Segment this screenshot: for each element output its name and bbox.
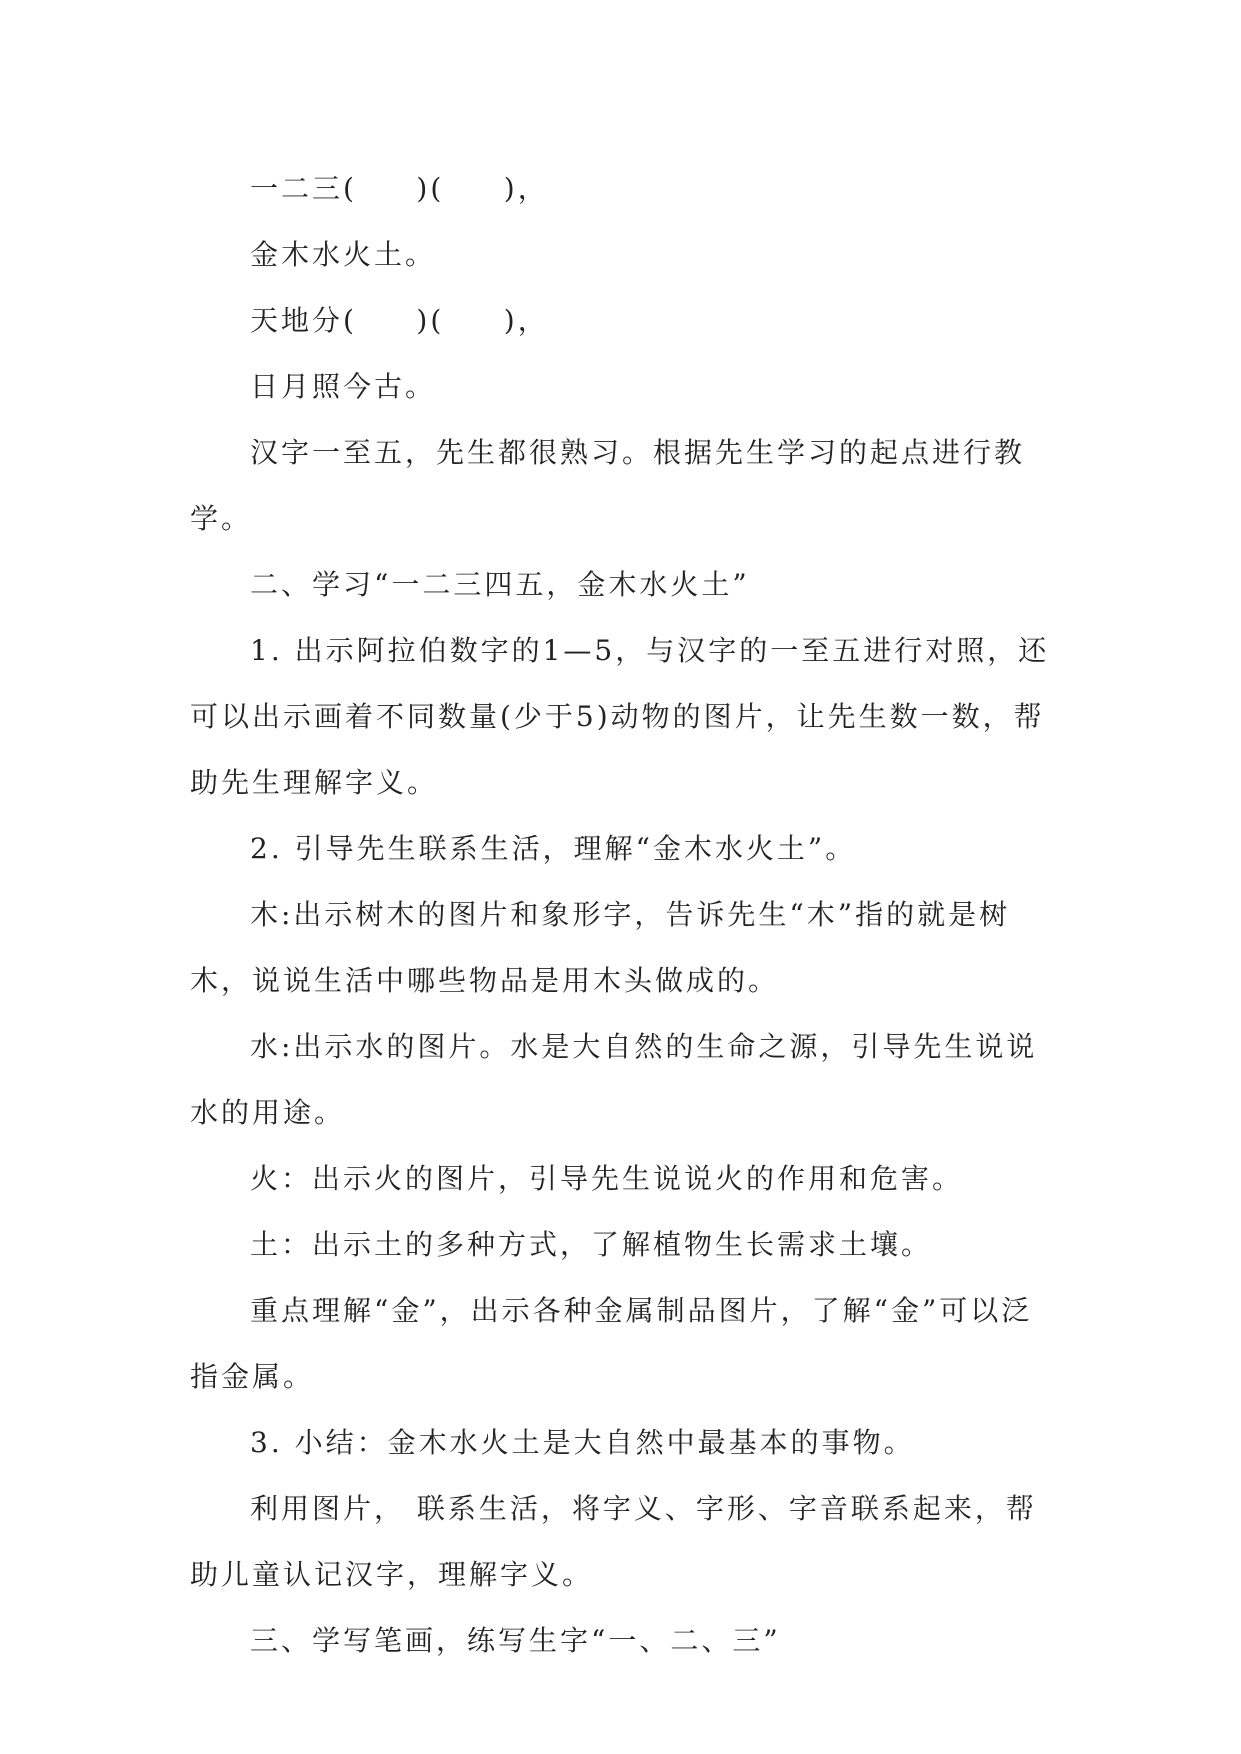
fire-paragraph: 火：出示火的图片，引导先生说说火的作用和危害。 <box>250 1162 964 1195</box>
teaching-note: 汉字一至五，先生都很熟习。根据先生学习的起点进行教学。 <box>190 436 1026 535</box>
wood-paragraph: 木:出示树木的图片和象形字，告诉先生“木”指的就是树木，说说生活中哪些物品是用木头做成的。 <box>190 898 1011 997</box>
step-1-paragraph: 1. 出示阿拉伯数字的1—5，与汉字的一至五进行对照，还可以出示画着不同数量(少于5)动物的图片，让先生数一数，帮助先生理解字义。 <box>190 634 1050 799</box>
step-3-summary: 3. 小结：金木水火土是大自然中最基本的事物。 <box>250 1426 915 1459</box>
verse-line-3: 天地分( )( )， <box>250 304 549 337</box>
verse-line-1: 一二三( )( )， <box>250 172 549 205</box>
section-heading-3: 三、学写笔画，练写生字“一、二、三” <box>250 1624 781 1657</box>
metal-paragraph: 重点理解“金”，出示各种金属制品图片，了解“金”可以泛指金属。 <box>190 1294 1033 1393</box>
document-body <box>190 156 1050 1674</box>
verse-line-2: 金木水火土。 <box>250 238 437 271</box>
verse-line-4: 日月照今古。 <box>250 370 437 403</box>
water-paragraph: 水:出示水的图片。水是大自然的生命之源，引导先生说说水的用途。 <box>190 1030 1038 1129</box>
step-2-paragraph: 2. 引导先生联系生活，理解“金木水火土”。 <box>250 832 857 865</box>
section-heading-2: 二、学习“一二三四五，金木水火土” <box>250 568 750 601</box>
earth-paragraph: 土：出示土的多种方式，了解植物生长需求土壤。 <box>250 1228 933 1261</box>
method-note: 利用图片， 联系生活，将字义、字形、字音联系起来，帮助儿童认记汉字，理解字义。 <box>190 1492 1037 1591</box>
